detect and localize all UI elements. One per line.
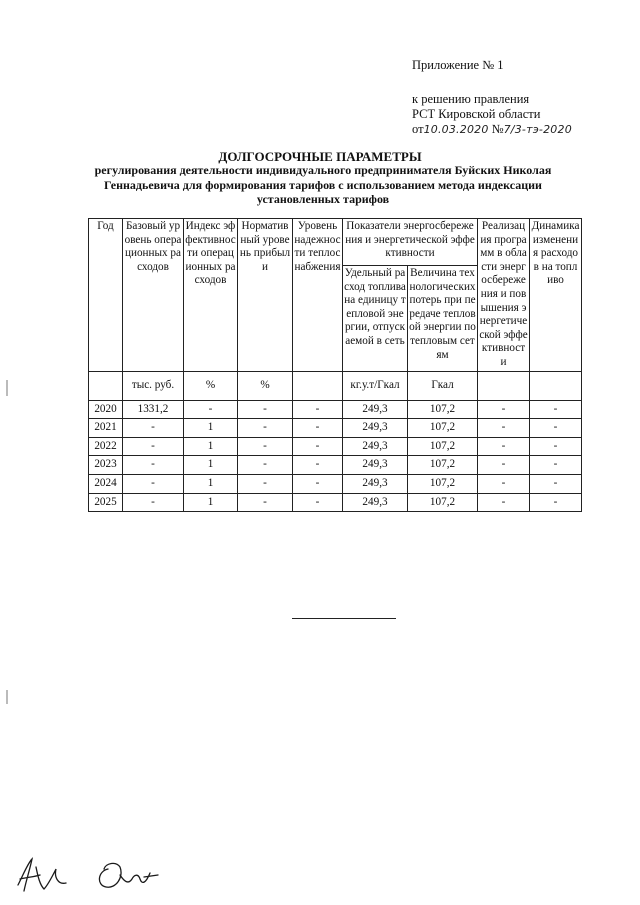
cell-tech-losses: 107,2 [408, 437, 478, 456]
table-row [89, 400, 582, 419]
appendix-to-decision: к решению правления [412, 92, 530, 106]
cell-reliability: - [293, 474, 343, 493]
cell-year: 2023 [89, 456, 123, 475]
unit-year [89, 371, 123, 400]
cell-profit-level: - [238, 419, 293, 438]
cell-specific-fuel: 249,3 [343, 474, 408, 493]
unit-fuel-dynamics [530, 371, 582, 400]
header-year: Год [89, 219, 123, 372]
cell-reliability: - [293, 493, 343, 512]
scan-mark [6, 380, 8, 396]
decision-number: 7/3-тэ-2020 [503, 123, 572, 136]
appendix-date-line [412, 122, 572, 137]
header-base-costs: Базовый уровень операционных расходов [123, 219, 184, 372]
table-row [89, 493, 582, 512]
document-title: ДОЛГОСРОЧНЫЕ ПАРАМЕТРЫ [218, 149, 422, 164]
cell-specific-fuel: 249,3 [343, 437, 408, 456]
header-programs: Реализация программ в области энергосбережения и повышения энергетической эффективности [478, 219, 530, 372]
cell-efficiency-index: 1 [184, 456, 238, 475]
unit-specific-fuel: кг.у.т/Гкал [343, 371, 408, 400]
cell-programs: - [478, 456, 530, 475]
header-energy-saving-group: Показатели энергосбережения и энергетической эффективности [343, 219, 478, 266]
cell-year: 2024 [89, 474, 123, 493]
cell-base-costs: - [123, 474, 184, 493]
cell-fuel-dynamics: - [530, 493, 582, 512]
cell-profit-level: - [238, 456, 293, 475]
document-subtitle: регулирования деятельности индивидуального предпринимателя Буйских Николая Геннадьевича для формирования тарифов с использованием метода индексации установленных тарифов [94, 163, 552, 206]
number-prefix: № [491, 122, 504, 136]
cell-programs: - [478, 437, 530, 456]
cell-base-costs: 1331,2 [123, 400, 184, 419]
units-row [89, 371, 582, 400]
cell-fuel-dynamics: - [530, 456, 582, 475]
header-row [89, 219, 582, 266]
scan-mark [6, 690, 8, 704]
cell-fuel-dynamics: - [530, 474, 582, 493]
cell-efficiency-index: 1 [184, 474, 238, 493]
appendix-title: Приложение № 1 [412, 58, 504, 72]
parameters-table [88, 218, 582, 512]
cell-base-costs: - [123, 419, 184, 438]
decision-date: 10.03.2020 [423, 123, 489, 136]
cell-efficiency-index: 1 [184, 493, 238, 512]
header-tech-losses: Величина технологических потерь при передаче тепловой энергии по тепловым сетям [408, 266, 478, 371]
signature [94, 855, 162, 897]
cell-efficiency-index: 1 [184, 419, 238, 438]
unit-tech-losses: Гкал [408, 371, 478, 400]
cell-year: 2025 [89, 493, 123, 512]
cell-programs: - [478, 419, 530, 438]
separator-line [292, 618, 396, 619]
cell-programs: - [478, 474, 530, 493]
unit-reliability [293, 371, 343, 400]
header-reliability: Уровень надежности теплоснабжения [293, 219, 343, 372]
cell-profit-level: - [238, 493, 293, 512]
cell-specific-fuel: 249,3 [343, 456, 408, 475]
cell-reliability: - [293, 437, 343, 456]
cell-reliability: - [293, 400, 343, 419]
cell-programs: - [478, 400, 530, 419]
header-specific-fuel: Удельный расход топлива на единицу тепловой энергии, отпускаемой в сеть [343, 266, 408, 371]
unit-programs [478, 371, 530, 400]
cell-base-costs: - [123, 437, 184, 456]
appendix-block [412, 58, 572, 137]
cell-tech-losses: 107,2 [408, 419, 478, 438]
table-row [89, 437, 582, 456]
cell-year: 2021 [89, 419, 123, 438]
cell-year: 2022 [89, 437, 123, 456]
cell-reliability: - [293, 419, 343, 438]
cell-reliability: - [293, 456, 343, 475]
table-row [89, 419, 582, 438]
cell-base-costs: - [123, 456, 184, 475]
cell-profit-level: - [238, 437, 293, 456]
unit-profit-level: % [238, 371, 293, 400]
date-prefix: от [412, 122, 424, 136]
cell-profit-level: - [238, 400, 293, 419]
cell-efficiency-index: 1 [184, 437, 238, 456]
cell-tech-losses: 107,2 [408, 456, 478, 475]
cell-efficiency-index: - [184, 400, 238, 419]
appendix-authority: РСТ Кировской области [412, 107, 541, 121]
cell-fuel-dynamics: - [530, 400, 582, 419]
header-profit-level: Нормативный уровень прибыли [238, 219, 293, 372]
cell-programs: - [478, 493, 530, 512]
cell-year: 2020 [89, 400, 123, 419]
cell-profit-level: - [238, 474, 293, 493]
cell-tech-losses: 107,2 [408, 400, 478, 419]
cell-specific-fuel: 249,3 [343, 493, 408, 512]
cell-specific-fuel: 249,3 [343, 419, 408, 438]
unit-efficiency-index: % [184, 371, 238, 400]
header-efficiency-index: Индекс эффективности операционных расходов [184, 219, 238, 372]
cell-tech-losses: 107,2 [408, 493, 478, 512]
cell-tech-losses: 107,2 [408, 474, 478, 493]
table-row [89, 456, 582, 475]
table-row [89, 474, 582, 493]
header-fuel-dynamics: Динамика изменения расходов на топливо [530, 219, 582, 372]
cell-fuel-dynamics: - [530, 419, 582, 438]
cell-fuel-dynamics: - [530, 437, 582, 456]
cell-specific-fuel: 249,3 [343, 400, 408, 419]
signature-initials [14, 855, 76, 897]
unit-base-costs: тыс. руб. [123, 371, 184, 400]
cell-base-costs: - [123, 493, 184, 512]
